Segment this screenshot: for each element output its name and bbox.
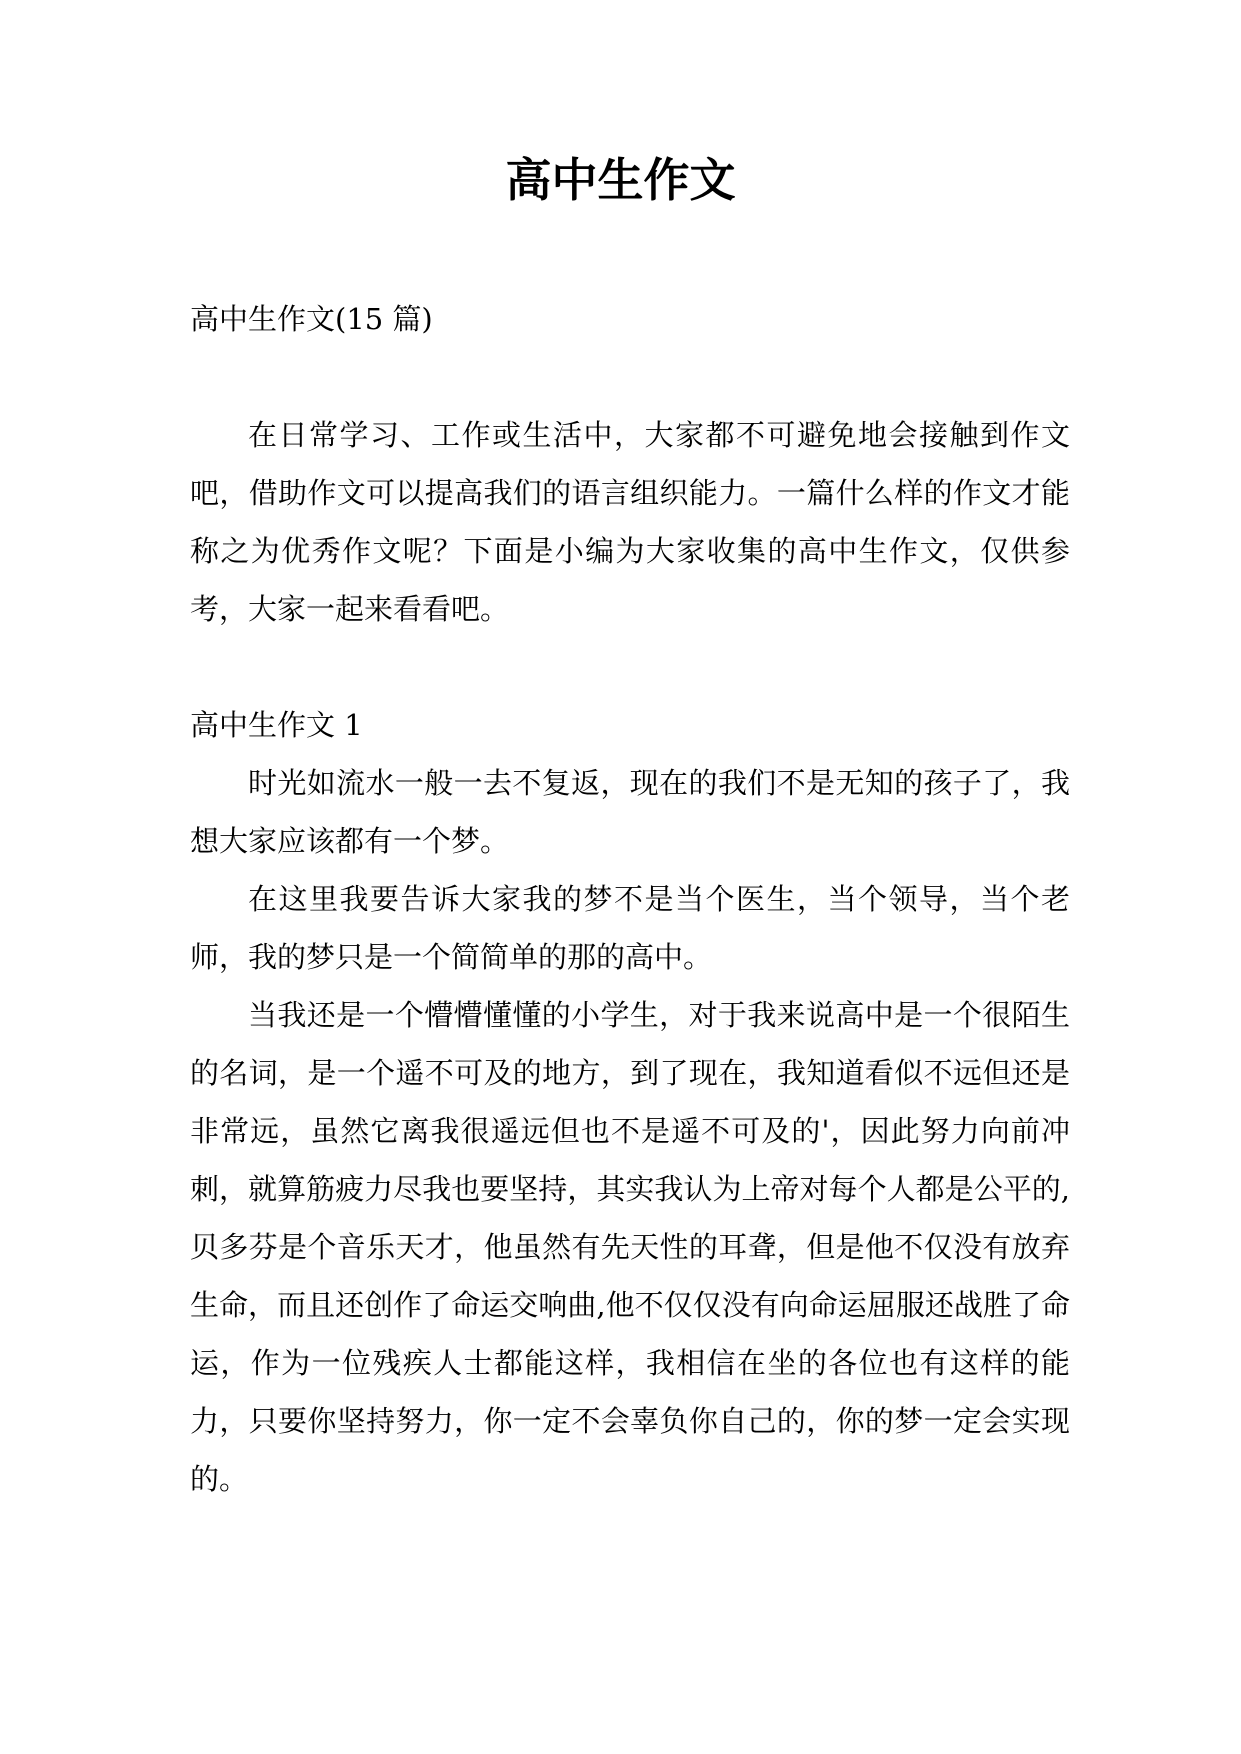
body-paragraph: 当我还是一个懵懵懂懂的小学生，对于我来说高中是一个很陌生的名词，是一个遥不可及的地方，到了现在，我知道看似不远但还是非常远，虽然它离我很遥远但也不是遥不可及的'，因此努力向前冲刺，就算筋疲力尽我也要坚持，其实我认为上帝对每个人都是公平的,贝多芬是个音乐天才，他虽然有先天性的耳聋，但是他不仅没有放弃生命，而且还创作了命运交响曲,他不仅仅没有向命运屈服还战胜了命运，作为一位残疾人士都能这样，我相信在坐的各位也有这样的能力，只要你坚持努力，你一定不会辜负你自己的，你的梦一定会实现的。 <box>190 998 1070 1496</box>
document-body <box>190 290 1070 1508</box>
document-subtitle: 高中生作文(15 篇) <box>190 302 433 336</box>
spacer <box>190 348 1070 406</box>
intro-paragraph: 在日常学习、工作或生活中，大家都不可避免地会接触到作文吧，借助作文可以提高我们的语言组织能力。一篇什么样的作文才能称之为优秀作文呢？下面是小编为大家收集的高中生作文，仅供参考，大家一起来看看吧。 <box>190 418 1070 626</box>
body-paragraph: 在这里我要告诉大家我的梦不是当个医生，当个领导，当个老师，我的梦只是一个简简单的那的高中。 <box>190 882 1070 974</box>
body-paragraph: 时光如流水一般一去不复返，现在的我们不是无知的孩子了，我想大家应该都有一个梦。 <box>190 766 1070 858</box>
spacer <box>190 638 1070 696</box>
section-heading: 高中生作文 1 <box>190 708 363 742</box>
page-title: 高中生作文 <box>505 153 736 207</box>
